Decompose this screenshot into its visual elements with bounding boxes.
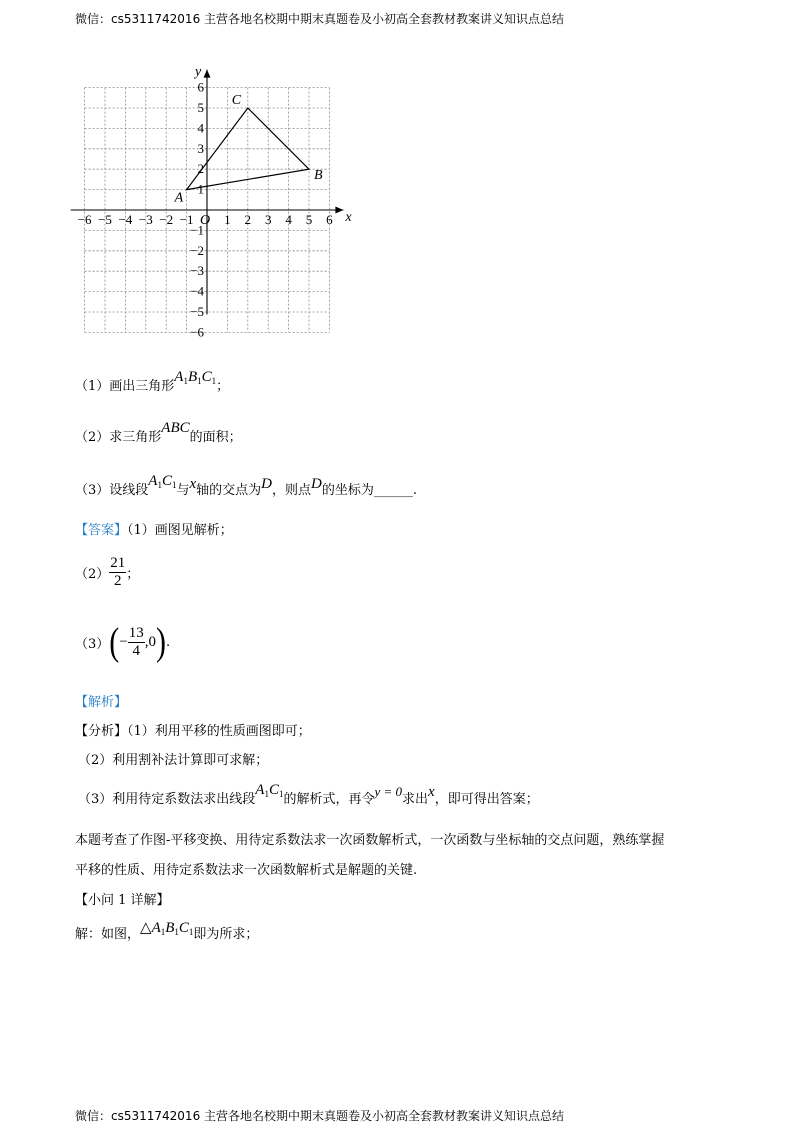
y-tick-label: 1	[197, 181, 204, 197]
x-tick-label: 3	[264, 212, 272, 227]
y-axis-label: y	[195, 64, 202, 80]
x-tick-label: 4	[285, 212, 292, 227]
answer-label: 【答案】	[75, 523, 128, 538]
answer-2-fraction: $\frac{21}{2}$	[110, 555, 126, 589]
x-tick-label: 6	[326, 212, 333, 227]
x-tick-label: 5	[305, 212, 313, 227]
origin-label: O	[200, 213, 211, 228]
x-axis-label: x	[345, 210, 352, 225]
x-tick-label: −1	[179, 212, 194, 227]
x-tick-label: −5	[98, 212, 112, 227]
y-tick-label: 5	[197, 100, 204, 115]
analysis-step-3: （3）利用待定系数法求出线段$A_1C_1$的解析式，再令y = 0求出x，即可得出答案；	[78, 782, 539, 807]
answer-3-fraction: $\frac{13}{4}$	[128, 625, 144, 659]
y-tick-label: 3	[197, 140, 204, 156]
answer-2: （2） $\frac{21}{2}$ ；	[75, 555, 140, 589]
analysis-step-1: 【分析】（1）利用平移的性质画图即可；	[75, 724, 311, 739]
y-tick-label: −2	[190, 242, 204, 258]
point-label-a: A	[174, 190, 184, 206]
page-footer: 微信：cs5311742016 主营各地名校期中期末真题卷及小初高全套教材教案讲义知识点总结	[75, 1109, 565, 1123]
x-tick-label: 1	[224, 212, 231, 227]
x-axis-arrow	[335, 207, 343, 214]
y-tick-label: −5	[190, 304, 204, 319]
analysis-label: 【解析】	[75, 695, 128, 710]
detail-label: 【小问 1 详解】	[75, 893, 170, 908]
y-tick-label: −4	[190, 283, 204, 299]
point-label-b: B	[314, 168, 323, 184]
x-tick-label: −6	[77, 212, 92, 227]
triangle-abc	[174, 93, 323, 206]
question-3: （3）设线段$A_1C_1$与x轴的交点为D，则点D的坐标为______.	[75, 473, 418, 498]
y-tick-label: −6	[190, 324, 204, 340]
x-tick-label: −4	[118, 212, 133, 227]
solution-line: 解：如图，$\triangle A_1B_1C_1$即为所求；	[75, 920, 259, 942]
answer-3: （3）(− $\frac{13}{4}$ ,0).	[75, 620, 171, 664]
coordinate-figure	[65, 60, 352, 360]
x-tick-label: −2	[159, 212, 174, 227]
x-tick-label: −3	[138, 212, 153, 227]
question-2: （2）求三角形ABC的面积；	[75, 420, 242, 445]
page-header: 微信：cs5311742016 主营各地名校期中期末真题卷及小初高全套教材教案讲义知识点总结	[75, 12, 565, 26]
y-tick-label: 6	[197, 79, 204, 95]
y-tick-label: 2	[197, 161, 204, 177]
summary-line-1: 本题考查了作图-平移变换、用待定系数法求一次函数解析式，一次函数与坐标轴的交点问题，熟练掌握	[75, 833, 665, 848]
answer-1: 【答案】（1）画图见解析；	[75, 523, 233, 538]
analysis-step-2: （2）利用割补法计算即可求解；	[78, 753, 269, 768]
y-axis-arrow	[204, 70, 211, 78]
y-tick-label: −3	[190, 263, 204, 279]
question-1: （1）画出三角形$A_1B_1C_1$；	[75, 369, 230, 394]
point-label-c: C	[231, 93, 242, 108]
y-tick-label: 4	[197, 120, 204, 136]
x-tick-label: 2	[244, 212, 252, 227]
y-tick-label: −1	[190, 222, 204, 238]
summary-line-2: 平移的性质、用待定系数法求一次函数解析式是解题的关键.	[75, 863, 418, 878]
